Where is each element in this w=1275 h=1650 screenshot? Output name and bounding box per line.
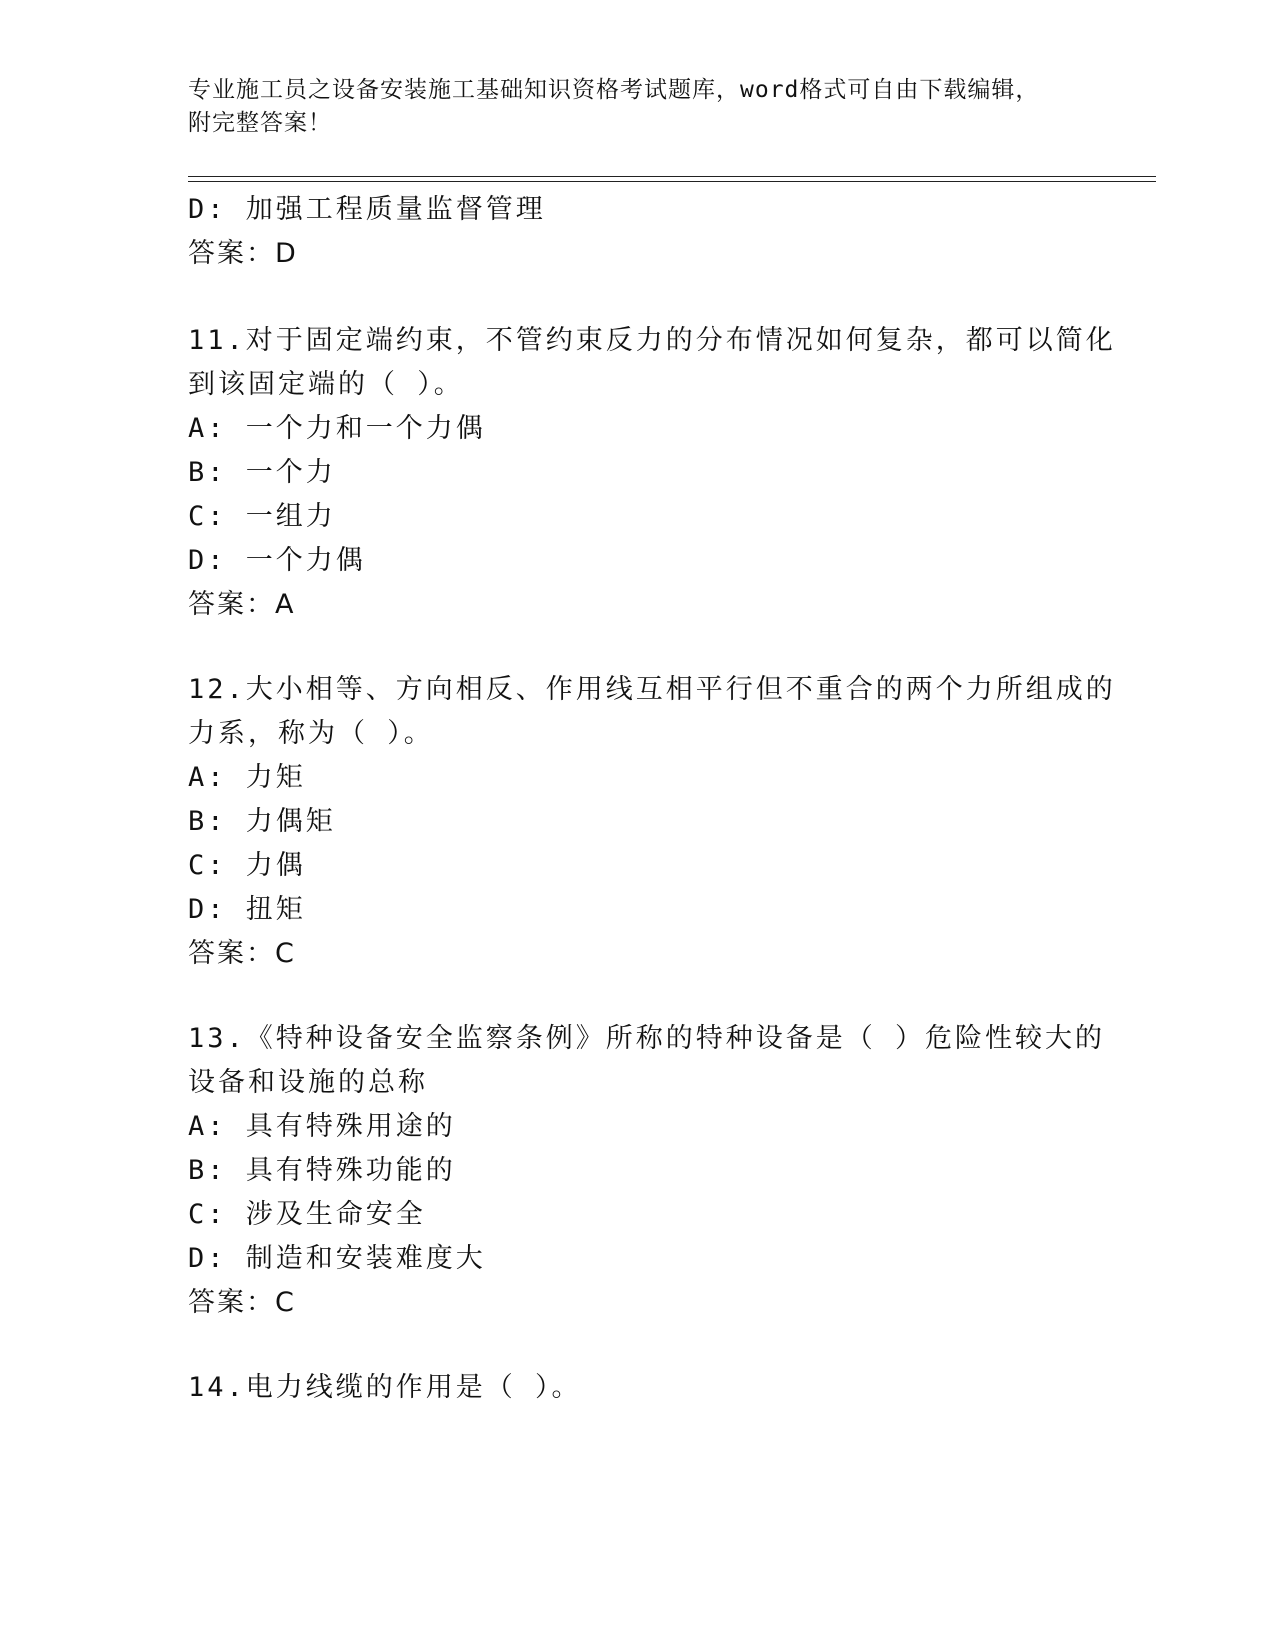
q12-stem-line-1: 12.大小相等、方向相反、作用线互相平行但不重合的两个力所组成的 (188, 674, 1116, 705)
q14-stem-line-1: 14.电力线缆的作用是（ ）。 (188, 1372, 582, 1403)
q11-option-a: A: 一个力和一个力偶 (188, 413, 486, 444)
header-line-2: 附完整答案！ (188, 110, 332, 136)
q11-option-c: C: 一组力 (188, 501, 336, 532)
q12-option-c: C: 力偶 (188, 850, 306, 881)
q13-stem-line-1: 13.《特种设备安全监察条例》所称的特种设备是（ ）危险性较大的 (188, 1023, 1106, 1054)
q11-stem-line-1: 11.对于固定端约束，不管约束反力的分布情况如何复杂，都可以简化 (188, 325, 1116, 356)
q12-option-d: D: 扭矩 (188, 894, 306, 925)
prev-option-d: D: 加强工程质量监督管理 (188, 194, 546, 225)
header-rule-top (188, 176, 1156, 177)
q11-option-b: B: 一个力 (188, 457, 336, 488)
prev-answer: 答案：D (188, 238, 298, 269)
q11-option-d: D: 一个力偶 (188, 545, 366, 576)
q11-stem-line-2: 到该固定端的（ ）。 (188, 369, 464, 400)
q13-option-d: D: 制造和安装难度大 (188, 1243, 486, 1274)
q13-option-c: C: 涉及生命安全 (188, 1199, 426, 1230)
q12-stem-line-2: 力系，称为（ ）。 (188, 718, 434, 749)
q13-stem-line-2: 设备和设施的总称 (188, 1067, 428, 1098)
q11-answer: 答案：A (188, 589, 296, 620)
q12-answer: 答案：C (188, 938, 296, 969)
q13-option-a: A: 具有特殊用途的 (188, 1111, 456, 1142)
header-rule-bottom (188, 181, 1156, 182)
q12-option-b: B: 力偶矩 (188, 806, 336, 837)
q12-option-a: A: 力矩 (188, 762, 306, 793)
document-header (188, 74, 1088, 140)
q13-option-b: B: 具有特殊功能的 (188, 1155, 456, 1186)
q13-answer: 答案：C (188, 1287, 296, 1318)
header-line-1: 专业施工员之设备安装施工基础知识资格考试题库，word格式可自由下载编辑， (188, 77, 1040, 103)
